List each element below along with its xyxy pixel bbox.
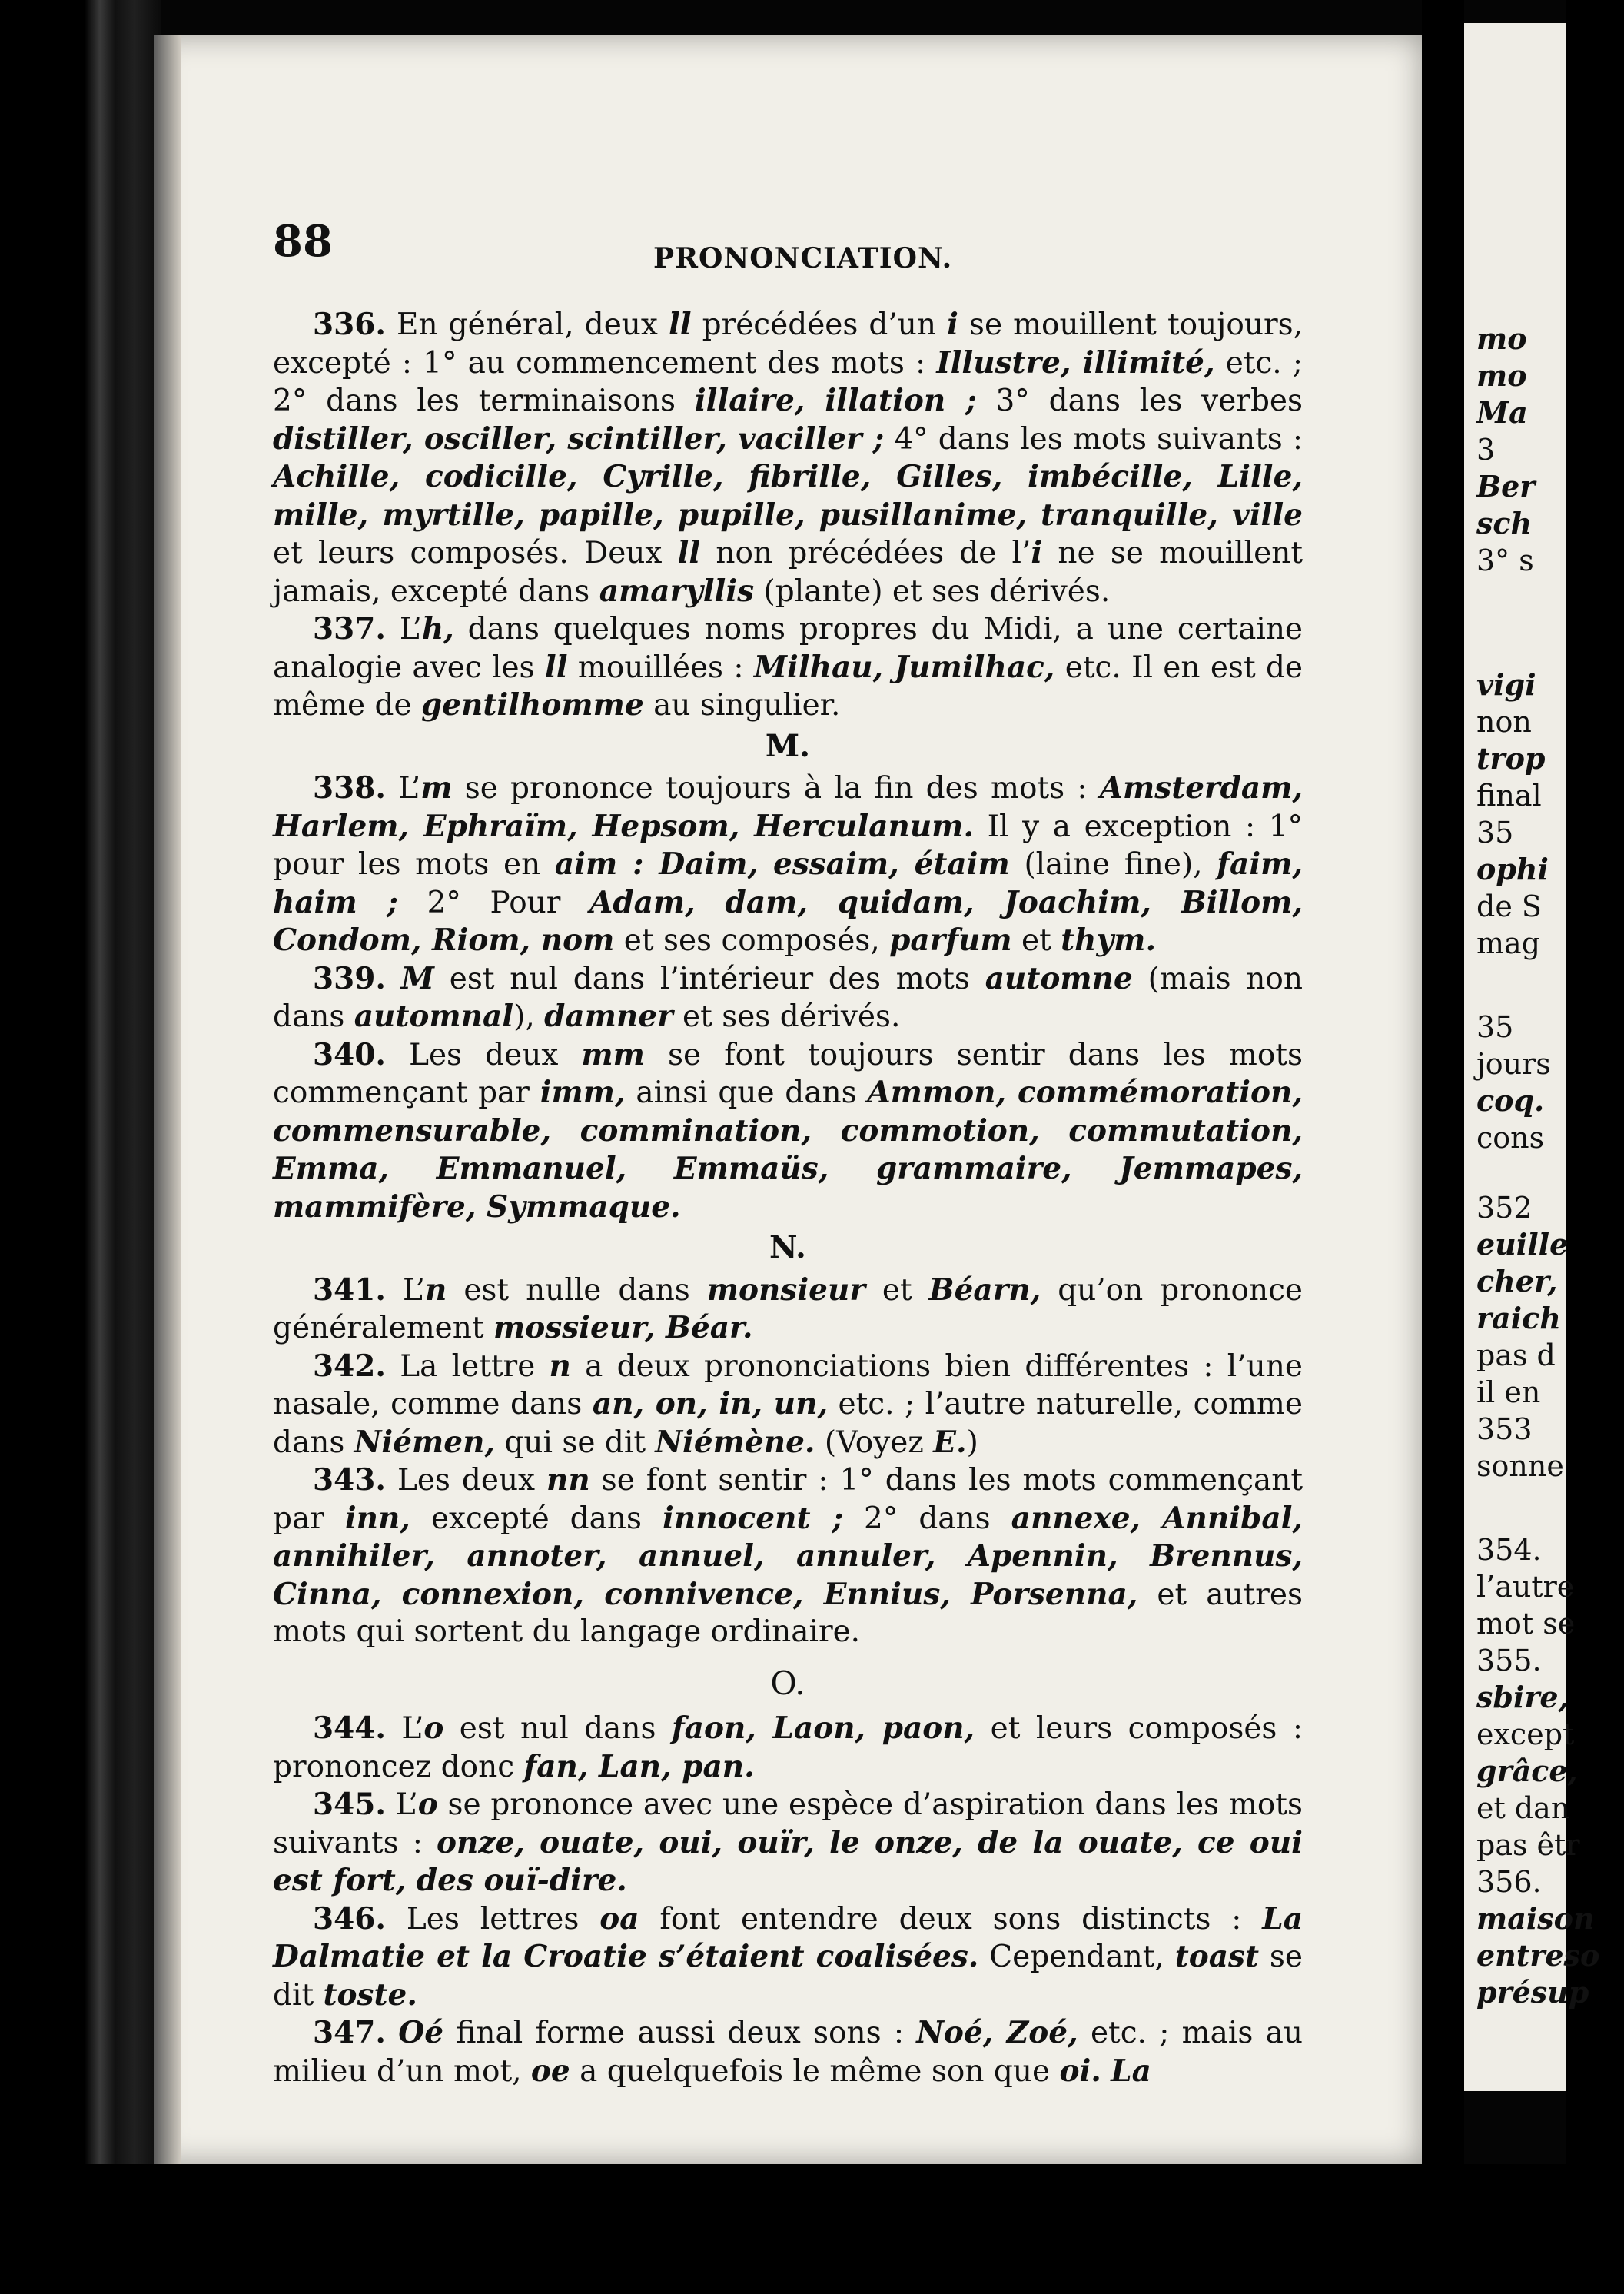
italic-term: ll <box>544 649 568 685</box>
italic-term: Amsterdam, Harlem, Ephraïm, Hepsom, Herculanum. <box>273 770 1303 844</box>
adjacent-page-line: cher, <box>1476 1264 1558 1298</box>
text-run: font entendre deux sons distincts : <box>639 1901 1263 1937</box>
paragraph <box>273 1272 1303 1348</box>
paragraph-number: 340. <box>313 1036 386 1072</box>
paragraph <box>273 610 1303 725</box>
text-run: L’ <box>386 612 422 647</box>
italic-term: i <box>1031 535 1043 570</box>
paragraph-number: 337. <box>313 611 386 647</box>
adjacent-page-line: coq. <box>1476 1083 1545 1118</box>
italic-term: La Dalmatie et la Croatie s’étaient coalisées. <box>273 1900 1303 1974</box>
text-run: se prononce toujours à la fin des mots : <box>452 771 1100 806</box>
italic-term: mm <box>581 1036 645 1072</box>
italic-term: Adam, dam, quidam, Joachim, Billom, Condom, Riom, nom <box>273 884 1304 958</box>
italic-term: n <box>424 1272 447 1308</box>
adjacent-page-line: Ma <box>1476 395 1528 430</box>
italic-term: oe <box>530 2053 570 2089</box>
adjacent-page-line: final <box>1476 779 1542 813</box>
text-run: a deux prononciations bien différentes : l’une nasale, comme dans <box>273 1348 1303 1421</box>
paragraph-number: 342. <box>313 1348 386 1384</box>
text-run: précédées d’un <box>691 308 948 342</box>
text-run: ne se mouillent jamais, excepté dans <box>273 536 1303 609</box>
text-run: se mouillent toujours, excepté : 1° au commencement des mots : <box>273 308 1303 381</box>
adjacent-page-line: mo <box>1476 358 1527 393</box>
italic-term: nn <box>546 1462 590 1498</box>
italic-term: Noé, Zoé, <box>916 2015 1078 2050</box>
adjacent-page-line: l’autre <box>1476 1570 1575 1604</box>
italic-term: Achille, codicille, Cyrille, fibrille, Gilles, imbécille, Lille, mille, myrtille, papille, pupille, pusillanime, tranquille, ville <box>273 459 1303 533</box>
adjacent-page-line: mot se <box>1476 1607 1576 1641</box>
italic-term: distiller, osciller, scintiller, vaciller ; <box>273 421 885 457</box>
text-run: (mais non dans <box>273 961 1304 1034</box>
text-run <box>1101 2054 1111 2089</box>
adjacent-page-line: trop <box>1476 741 1546 776</box>
text-run: et ses composés, <box>614 923 890 958</box>
text-run: La lettre <box>386 1348 550 1384</box>
text-run: L’ <box>386 771 421 806</box>
text-run: se font toujours sentir dans les mots commençant par <box>273 1037 1304 1110</box>
letter-heading: O. <box>770 1664 805 1702</box>
adjacent-page-line: entreso <box>1476 1938 1600 1973</box>
text-run: ) <box>966 1425 978 1460</box>
italic-term: toste. <box>323 1976 417 2013</box>
adjacent-page-line: mag <box>1476 926 1541 960</box>
scan-bottom-border <box>0 2164 1566 2294</box>
text-run: est nul dans <box>443 1711 672 1746</box>
italic-term: automnal <box>354 999 514 1034</box>
text-run <box>386 962 401 996</box>
paragraph <box>273 1461 1303 1651</box>
text-run: et autres mots qui sortent du langage ordinaire. <box>273 1577 1304 1649</box>
adjacent-page <box>1464 23 1600 2091</box>
italic-term: thym. <box>1061 923 1157 958</box>
text-run: L’ <box>386 1711 424 1746</box>
italic-term: mossieur, Béar. <box>493 1310 753 1345</box>
text-run: Les lettres <box>386 1901 600 1937</box>
italic-term: h, <box>421 611 454 647</box>
paragraph-number: 346. <box>313 1900 386 1937</box>
text-run: final forme aussi deux sons : <box>443 2016 917 2050</box>
letter-heading: M. <box>765 727 811 764</box>
adjacent-page-line: pas êtr <box>1476 1828 1580 1862</box>
italic-term: m <box>420 770 453 806</box>
adjacent-page-line: ophi <box>1476 852 1549 886</box>
adjacent-page-line: non <box>1476 705 1532 739</box>
text-run <box>386 2016 398 2050</box>
italic-term: La <box>1111 2053 1151 2089</box>
text-run: mouillées : <box>567 650 754 685</box>
text-run: 2° Pour <box>397 885 590 920</box>
text-run: (plante) et ses dérivés. <box>754 574 1111 609</box>
text-run: au singulier. <box>643 688 841 723</box>
text-run: et <box>1011 923 1061 958</box>
italic-term: faon, Laon, paon, <box>671 1711 975 1746</box>
text-run: Il y a exception : 1° pour les mots en <box>273 809 1304 882</box>
text-run: dans quelques noms propres du Midi, a une certaine analogie avec les <box>273 612 1304 685</box>
text-run: Les deux <box>386 1037 582 1072</box>
text-run: 4° dans les mots suivants : <box>884 421 1304 457</box>
page-number: 88 <box>273 216 333 267</box>
text-run: etc. ; 2° dans les terminaisons <box>273 345 1303 418</box>
italic-term: Niémen, <box>354 1424 496 1460</box>
adjacent-page-line: 35 <box>1476 1010 1514 1044</box>
text-run: (Voyez <box>815 1425 934 1460</box>
italic-term: Béarn, <box>928 1272 1041 1308</box>
adjacent-page-line: cons <box>1476 1121 1545 1155</box>
paragraph <box>273 1710 1303 1786</box>
text-run: etc. Il en est de même de <box>273 650 1304 723</box>
adjacent-page-line: 354. <box>1476 1533 1542 1567</box>
italic-term: oa <box>599 1900 639 1937</box>
italic-term: E. <box>933 1424 967 1460</box>
paragraph-number: 339. <box>313 960 386 996</box>
italic-term: damner <box>544 999 673 1034</box>
running-head: PRONONCIATION. <box>653 242 953 274</box>
italic-term: oi. <box>1059 2053 1101 2089</box>
paragraph-number: 338. <box>313 770 386 806</box>
adjacent-page-line: 3° s <box>1476 544 1534 577</box>
text-run: L’ <box>386 1272 425 1308</box>
text-run: Les deux <box>386 1463 547 1498</box>
paragraph <box>273 770 1303 960</box>
text-run: ainsi que dans <box>625 1076 868 1110</box>
italic-term: gentilhomme <box>420 687 644 723</box>
text-run: (laine fine), <box>1009 847 1217 882</box>
italic-term: toast <box>1174 1939 1259 1974</box>
adjacent-page-line: maison <box>1476 1901 1595 1936</box>
paragraph <box>273 1036 1303 1227</box>
text-run: qui se dit <box>495 1425 656 1460</box>
paragraph-number: 343. <box>313 1462 386 1498</box>
adjacent-page-line: sch <box>1476 506 1533 540</box>
paragraph-number: 341. <box>313 1272 386 1308</box>
text-run: est nul dans l’intérieur des mots <box>433 961 985 996</box>
italic-term: an, on, in, un, <box>592 1386 829 1421</box>
adjacent-page-line: 353 <box>1476 1412 1533 1446</box>
text-run: En général, deux <box>386 308 669 342</box>
paragraph-number: 336. <box>313 307 386 342</box>
adjacent-page-line: Ber <box>1476 469 1536 504</box>
adjacent-page-line: except <box>1476 1717 1575 1751</box>
adjacent-page-line: de S <box>1476 889 1542 923</box>
text-run: 3° dans les verbes <box>976 384 1304 418</box>
page-content <box>273 216 1304 2090</box>
text-run: et leurs composés. Deux <box>273 536 678 570</box>
adjacent-page-line: présup <box>1476 1975 1589 2010</box>
adjacent-page-line: 356. <box>1476 1865 1542 1899</box>
italic-term: Illustre, illimité, <box>936 344 1215 381</box>
text-run: se dit <box>273 1940 1303 2013</box>
adjacent-page-line: 355. <box>1476 1644 1542 1677</box>
adjacent-page-line: jours <box>1476 1047 1551 1081</box>
text-run: etc. ; mais au milieu d’un mot, <box>273 2016 1303 2089</box>
text-run: qu’on prononce généralement <box>273 1272 1304 1345</box>
paragraph <box>273 960 1303 1036</box>
text-run: est nulle dans <box>447 1272 707 1308</box>
adjacent-page-line: 35 <box>1476 816 1514 849</box>
italic-term: inn, <box>344 1500 410 1536</box>
italic-term: illaire, illation ; <box>694 383 977 418</box>
adjacent-page-line: pas d <box>1476 1338 1556 1372</box>
text-run: se prononce avec une espèce d’aspiration dans les mots suivants : <box>273 1787 1303 1860</box>
paragraph-number: 344. <box>313 1711 386 1746</box>
italic-term: automne <box>985 960 1133 996</box>
italic-term: aim : Daim, essaim, étaim <box>554 846 1010 882</box>
italic-term: amaryllis <box>599 573 755 609</box>
italic-term: i <box>947 307 958 342</box>
italic-term: o <box>417 1787 438 1822</box>
adjacent-page-line: sonne <box>1476 1449 1564 1483</box>
italic-term: Niémène. <box>655 1424 815 1460</box>
page-header <box>273 216 1303 277</box>
paragraph <box>273 1900 1303 2015</box>
italic-term: onze, ouate, oui, ouïr, le onze, de la ouate, ce oui est fort, des ouï-dire. <box>273 1824 1303 1898</box>
text-run: et leurs composés : prononcez donc <box>273 1711 1303 1784</box>
italic-term: o <box>423 1711 444 1746</box>
text-run: L’ <box>386 1787 418 1822</box>
italic-term: Ammon, commémoration, commensurable, commination, commotion, commutation, Emma, Emmanuel, Emmaüs, grammaire, Jemmapes, mammifère, Symmaque. <box>273 1075 1303 1225</box>
adjacent-page-line: 3 <box>1476 433 1496 467</box>
book-binding-edge <box>0 0 161 2294</box>
text-run: Cependant, <box>978 1940 1175 1974</box>
italic-term: fan, Lan, pan. <box>523 1748 755 1784</box>
italic-term: parfum <box>889 923 1012 958</box>
adjacent-page-line: et dan <box>1476 1791 1570 1825</box>
italic-term: monsieur <box>706 1272 865 1308</box>
text-run: 2° dans <box>843 1501 1011 1536</box>
italic-term: ll <box>677 535 701 570</box>
paragraph <box>273 1348 1303 1462</box>
italic-term: imm, <box>540 1075 626 1110</box>
italic-term: faim, haim ; <box>273 846 1303 920</box>
page-gutter <box>1422 0 1464 2294</box>
text-run: a quelquefois le même son que <box>570 2053 1060 2089</box>
text-run: se font sentir : 1° dans les mots commençant par <box>273 1463 1303 1536</box>
paragraph <box>273 1786 1303 1900</box>
paragraph <box>273 306 1303 610</box>
text-run: et ses dérivés. <box>673 999 901 1034</box>
page-shadow-edge <box>154 35 181 2164</box>
italic-term: M <box>400 960 434 996</box>
text-run: non précédées de l’ <box>700 536 1031 570</box>
text-run: ), <box>513 999 545 1034</box>
adjacent-page-line: vigi <box>1476 667 1536 702</box>
paragraph <box>273 2014 1303 2090</box>
paragraph-number: 347. <box>313 2015 386 2050</box>
italic-term: Oé <box>398 2015 444 2050</box>
paragraph-number: 345. <box>313 1787 386 1822</box>
adjacent-page-line: mo <box>1476 321 1527 356</box>
italic-term: n <box>549 1348 571 1384</box>
adjacent-page-line: grâce, <box>1476 1754 1578 1788</box>
letter-heading: N. <box>769 1229 806 1265</box>
text-run: etc. ; l’autre naturelle, comme dans <box>273 1387 1303 1460</box>
adjacent-page-line: il en <box>1476 1375 1541 1409</box>
italic-term: ll <box>668 307 692 342</box>
adjacent-page-line: euille <box>1476 1227 1569 1262</box>
italic-term: annexe, Annibal, annihiler, annoter, annuel, annuler, Apennin, Brennus, Cinna, connexion, connivence, Ennius, Porsenna, <box>273 1500 1303 1612</box>
body-text <box>273 306 1303 2090</box>
italic-term: Milhau, Jumilhac, <box>753 649 1055 685</box>
adjacent-page-line: sbire, <box>1476 1680 1569 1714</box>
adjacent-page-line: 352 <box>1476 1191 1533 1225</box>
text-run: et <box>865 1272 929 1308</box>
text-run: excepté dans <box>410 1501 663 1536</box>
italic-term: innocent ; <box>663 1500 844 1536</box>
adjacent-page-line: raich <box>1476 1301 1561 1335</box>
